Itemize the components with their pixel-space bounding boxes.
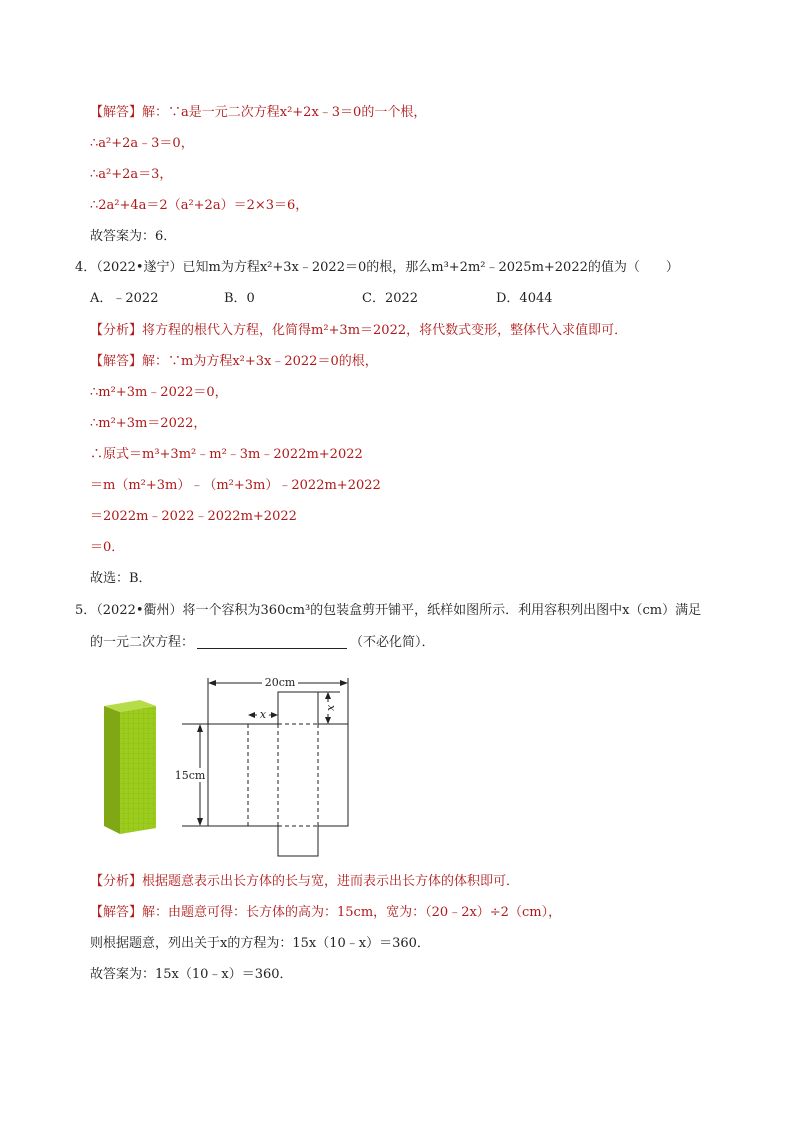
tab-x-label: x (325, 704, 338, 712)
q4-solution-line3: ∴m²+3m＝2022， (90, 416, 207, 431)
q4-choice: 故选：B． (90, 571, 152, 586)
width-label: 20cm (264, 676, 296, 689)
arrow-down (197, 818, 203, 826)
q5-solution-line2: 则根据题意，列出关于x的方程为：15x（10﹣x）＝360． (90, 936, 430, 951)
arrow-tab-up (325, 692, 331, 699)
q4-option-b: B．0 (224, 291, 255, 306)
net-diagram (170, 664, 370, 858)
q4-solution-line5: ＝m（m²+3m）﹣（m²+3m）﹣2022m+2022 (90, 478, 381, 493)
q3-solution-line4: ∴2a²+4a＝2（a²+2a）＝2×3＝6， (90, 198, 309, 213)
x-label: x (259, 708, 267, 721)
answer-blank[interactable] (197, 634, 347, 649)
box-illustration (98, 698, 160, 838)
q4-option-d: D．4044 (496, 291, 553, 306)
q5-question-line2 (90, 634, 435, 652)
q4-solution-line2: ∴m²+3m﹣2022＝0， (90, 385, 228, 400)
q4-analysis: 【分析】将方程的根代入方程，化简得m²+3m＝2022，将代数式变形，整体代入求值即可． (90, 323, 628, 338)
box-front-grid (120, 706, 156, 834)
q5-solution-line1: 【解答】解：由题意可得：长方体的高为：15cm，宽为：（20﹣2x）÷2（cm）， (90, 905, 562, 920)
q5-question-text: 的一元二次方程： (90, 635, 195, 650)
q3-solution-line1: 【解答】解：∵a是一元二次方程x²+2x﹣3＝0的一个根， (90, 105, 427, 120)
q5-answer: 故答案为：15x（10﹣x）＝360． (90, 967, 293, 982)
q5-question-note: （不必化简）． (350, 635, 435, 650)
q4-option-a: A．﹣2022 (90, 291, 159, 306)
arrow-tab-down (325, 717, 331, 724)
q5-analysis: 【分析】根据题意表示出长方体的长与宽，进而表示出长方体的体积即可． (90, 874, 520, 889)
q3-answer: 故答案为：6． (90, 229, 177, 244)
q3-solution-line2: ∴a²+2a﹣3＝0， (90, 136, 194, 151)
q4-question: 4．（2022•遂宁）已知m为方程x²+3x﹣2022＝0的根，那么m³+2m²﹣2025m+2022的值为（ ） (75, 260, 679, 275)
q4-solution-line6: ＝2022m﹣2022﹣2022m+2022 (90, 509, 297, 524)
q4-solution-line1: 【解答】解：∵m为方程x²+3x﹣2022＝0的根， (90, 354, 378, 369)
arrow-x-left (248, 712, 255, 718)
q5-question-line1: 5．（2022•衢州）将一个容积为360cm³的包装盒剪开铺平，纸样如图所示．利用容积列出图中x（cm）满足 (75, 603, 702, 618)
arrow-up (197, 724, 203, 732)
height-label: 15cm (174, 769, 206, 782)
q4-option-c: C．2022 (362, 291, 419, 306)
box-side (104, 706, 120, 834)
q4-solution-line7: ＝0． (90, 540, 125, 555)
arrow-right (340, 680, 348, 686)
arrow-x-right (271, 712, 278, 718)
arrow-left (208, 680, 216, 686)
q3-solution-line3: ∴a²+2a＝3， (90, 167, 173, 182)
q4-solution-line4: ∴原式＝m³+3m²﹣m²﹣3m﹣2022m+2022 (90, 447, 363, 462)
